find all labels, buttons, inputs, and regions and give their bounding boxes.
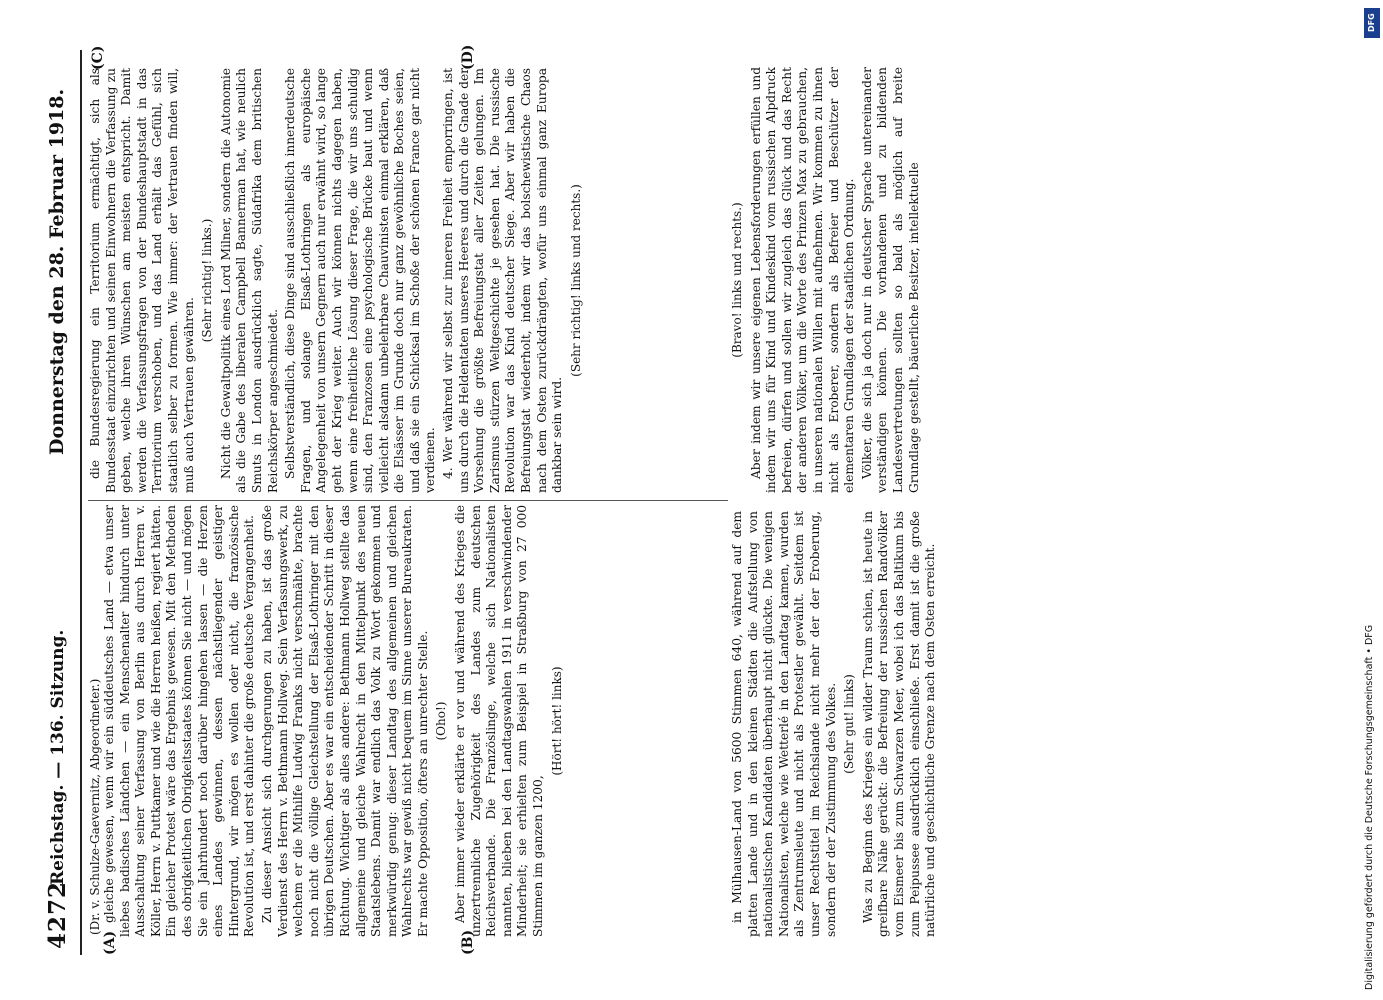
page-number: 4272 xyxy=(44,880,71,949)
page-header xyxy=(40,50,84,955)
paragraph: Aber immer wieder erklärte er vor und während des Krieges die unzertrennliche Zugehörigkeit des Landes zum deutschen Reichsverbande. Die Französlinge, welche sich Nationalisten nannten, blieben bei den Landtagswahlen 1911 in verschwindender Minderheit; sie erhielten zum Beispiel in Straßburg von 27 000 Stimmen im ganzen 1200, xyxy=(453,505,546,937)
right-column xyxy=(88,68,728,493)
speaker-note: (Dr. v. Schulze-Gaevernitz, Abgeordneter.) xyxy=(88,678,102,935)
margin-letter-b: (B) xyxy=(460,929,476,955)
session-date: Donnerstag den 28. Februar 1918. xyxy=(46,88,68,455)
margin-letter-c: (C) xyxy=(90,45,106,70)
paragraph: in Mülhausen-Land von 5600 Stimmen 640, während auf dem platten Lande und in den kleinen Städten die Aufstellung von nationalistischen Kandidaten überhaupt nicht glückte. Die wenigen Nationalisten, welche wie Wetterlé in den Landtag kamen, wurden als Zentrumsleute und nicht als Protestler gewählt. Seitdem ist unser Rechtstitel im Reichslande nicht mehr der der Eroberung, sondern der der Zustimmung des Volkes. xyxy=(730,511,838,937)
paragraph: Völker, die sich ja doch nur in deutscher Sprache untereinander verständigen können. Die vorhandenen und zu bildenden Landesvertretungen sollten so bald als möglich auf breite Grundlage gestellt, bäuerliche Besitzer, intellektuelle xyxy=(859,67,921,493)
page-title: Reichstag. — 136. Sitzung. xyxy=(48,629,68,885)
digitization-credit: Digitalisierung gefördert durch die Deutsche Forschungsgemeinschaft • DFG xyxy=(1364,624,1375,990)
header-rule xyxy=(80,50,82,955)
paragraph: die Bundesregierung ein Territorium ermächtigt, sich als Bundesstaat einzurichten und seinen Einwohnern die Verfassung zu geben, welche ihren Wünschen am meisten entspricht. Damit werden die Verfassungsfragen von der Bundeshauptstadt in das Territorium verschoben, und das Land erhält das Gefühl, sich staatlich selber zu formen. Wie immer: der Vertrauen finden will, muß auch Vertrauen gewähren. xyxy=(88,68,196,493)
paragraph: 4. Wer während wir selbst zur inneren Freiheit emporringen, ist uns durch die Heldentaten unseres Heeres und durch die Gnade der Vorsehung die größte Befreiungstat aller Zeiten gelungen. Im Zarismus stürzen Weltgeschichte je gesehen hat. Die russische Revolution war das Kind deutscher Siege. Aber wir haben die Befreiungstat wiederholt, indem wir das bolschewistische Chaos nach dem Osten zurückdrängten, wofür uns einmal ganz Europa dankbar sein wird. xyxy=(441,68,565,493)
scanned-page xyxy=(40,44,1345,955)
paragraph: Zu dieser Ansicht sich durchgerungen zu haben, ist das große Verdienst des Herrn v. Bethmann Hollweg. Sein Verfassungswerk, zu welchem er die Mithilfe Ludwig Franks nicht verschmähte, brachte noch nicht die völlige Gleichstellung der Elsaß-Lothringer mit den übrigen Deutschen. Aber es war ein entscheidender Schritt in dieser Richtung. Wichtiger als alles andere: Bethmann Hollweg stellte das allgemeine und gleiche Wahlrecht in den Mittelpunkt des neuen Staatslebens. Damit war endlich das Volk zu Wort gekommen und merkwürdig genug: dieser Landtag des allgemeinen und gleichen Wahlrechts war gewiß nicht bequem im Sinne unserer Bureaukraten. Er machte Opposition, öfters an unrechter Stelle. xyxy=(259,505,430,937)
paragraph: gleiche gewesen, wenn wir ein süddeutsches Land — etwa unser liebes badisches Ländchen — ein Menschenalter hindurch unter Ausschaltung seiner Verfassung von Berlin aus durch Herren v. Köller, Herrn v. Puttkamer und wie die Herren heißen, regiert hätten. Ein gleicher Protest wäre das Ergebnis gewesen. Mit den Methoden des obrigkeitlichen Obrigkeitsstaates können Sie nicht — und mögen Sie ein Jahrhundert noch darüber hingehen lassen — die Herzen eines Landes gewinnen, dessen nächstliegender geistiger Hintergrund, wir mögen es wollen oder nicht, die französische Revolution ist, und erst dahinter die große deutsche Vergangenheit. xyxy=(102,505,257,937)
dfg-logo: DFG xyxy=(1364,8,1380,38)
column-divider xyxy=(88,500,728,501)
heckle: (Oho!) xyxy=(434,701,449,741)
heckle: (Sehr richtig! links und rechts.) xyxy=(568,184,583,377)
heckle: (Sehr gut! links) xyxy=(842,674,857,774)
left-column xyxy=(102,505,722,937)
heckle: (Bravo! links und rechts.) xyxy=(730,202,744,358)
paragraph: Was zu Beginn des Krieges ein wilder Traum schien, ist heute in greifbare Nähe gerückt: die Befreiung der russischen Randvölker vom Eismeer bis zum Schwarzen Meer, wobei ich das Baltikum bis zum Peipussee ausdrücklich einschließe. Erst damit ist die große natürliche und geschichtliche Grenze nach dem Osten erreicht. xyxy=(860,511,938,937)
margin-letter-a: (A) xyxy=(102,930,118,955)
heckle: (Sehr richtig! links.) xyxy=(200,218,215,343)
paragraph: Nicht die Gewaltpolitik eines Lord Milner, sondern die Autonomie als die Gabe des liberalen Campbell Bannerman hat, wie neulich Smuts in London ausdrücklich sagte, Südafrika dem britischen Reichskörper angeschmiedet. xyxy=(218,68,280,493)
paragraph: Selbstverständlich, diese Dinge sind ausschließlich innerdeutsche Fragen, und solange Elsaß-Lothringen als europäische Angelegenheit von unsern Gegnern auch nur erwähnt wird, so lange geht der Krieg weiter. Auch wir können nichts dagegen haben, wenn eine freiheitliche Lösung dieser Frage, die wir uns schuldig sind, den Franzosen eine psychologische Brücke baut und wenn vielleicht alsdann unbelehrbare Chauvinisten einmal erklären, daß die Elsässer im Grunde doch nur ganz gewöhnliche Boches seien, und daß sie ein Schicksal im Schoße der schönen France gar nicht verdienen. xyxy=(283,68,438,493)
lower-text-block xyxy=(730,67,1330,937)
paragraph: Aber indem wir unsere eigenen Lebensforderungen erfüllen und indem wir uns für Kind und Kindeskind vom russischen Alpdruck befreien, dürfen und sollen wir zugleich das Glück und das Recht der anderen Völker, um die Worte des Prinzen Max zu gebrauchen, in unseren nationalen Willen mit aufnehmen. Wir kommen zu ihnen nicht als Eroberer, sondern als Befreier und Beschützer der elementaren Grundlagen der staatlichen Ordnung. xyxy=(748,67,857,493)
heckle: (Hört! hört! links) xyxy=(549,666,564,776)
margin-letter-d: (D) xyxy=(460,44,476,70)
